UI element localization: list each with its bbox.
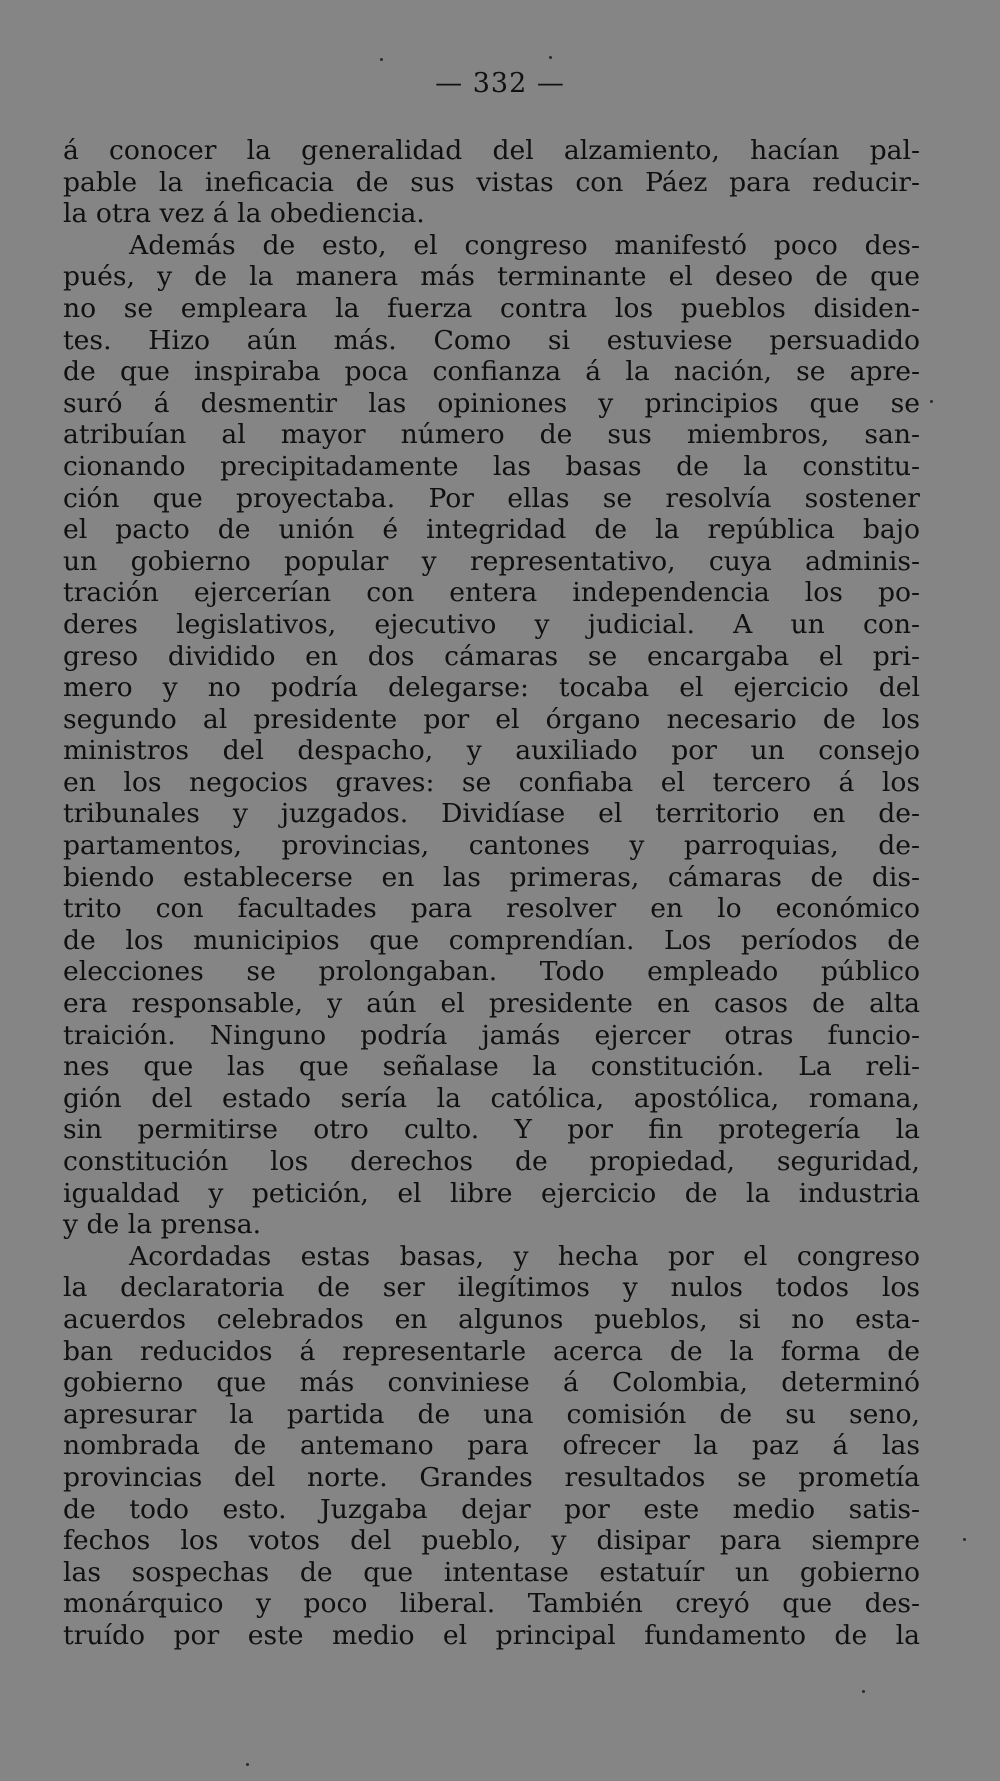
text-line: el pacto de unión é integridad de la república bajo xyxy=(63,514,920,546)
body-text xyxy=(63,135,920,1652)
ink-speck xyxy=(862,1690,865,1693)
text-line: truído por este medio el principal fundamento de la xyxy=(63,1619,920,1651)
ink-speck xyxy=(930,400,933,403)
paragraph-start-line: Acordadas estas basas, y hecha por el congreso xyxy=(129,1240,920,1272)
text-line: tración ejercerían con entera independencia los po- xyxy=(63,577,920,609)
text-line: tribunales y juzgados. Dividíase el territorio en de- xyxy=(63,798,920,830)
page-number: — 332 — xyxy=(435,68,565,99)
text-line: no se empleara la fuerza contra los pueblos disiden- xyxy=(63,292,920,324)
ink-speck xyxy=(963,1538,966,1541)
text-line: gión del estado sería la católica, apostólica, romana, xyxy=(63,1082,920,1114)
text-line: nes que las que señalase la constitución. La reli- xyxy=(63,1051,920,1083)
text-line: pués, y de la manera más terminante el deseo de que xyxy=(63,261,920,293)
text-line: y de la prensa. xyxy=(63,1209,262,1241)
ink-speck xyxy=(380,58,383,61)
ink-speck xyxy=(246,1763,249,1766)
text-line: elecciones se prolongaban. Todo empleado público xyxy=(63,956,920,988)
text-line: segundo al presidente por el órgano necesario de los xyxy=(63,703,920,735)
text-line: suró á desmentir las opiniones y principios que se xyxy=(63,387,920,419)
text-line: igualdad y petición, el libre ejercicio de la industria xyxy=(63,1177,920,1209)
text-line: era responsable, y aún el presidente en casos de alta xyxy=(63,988,920,1020)
text-line: deres legislativos, ejecutivo y judicial. A un con- xyxy=(63,608,920,640)
text-line: pable la ineficacia de sus vistas con Páez para reducir- xyxy=(63,166,920,198)
text-line: de los municipios que comprendían. Los períodos de xyxy=(63,924,920,956)
text-line: fechos los votos del pueblo, y disipar para siempre xyxy=(63,1525,920,1557)
text-line: greso dividido en dos cámaras se encargaba el pri- xyxy=(63,640,920,672)
text-line: apresurar la partida de una comisión de su seno, xyxy=(63,1398,920,1430)
text-line: las sospechas de que intentase estatuír un gobierno xyxy=(63,1556,920,1588)
text-line: gobierno que más conviniese á Colombia, determinó xyxy=(63,1367,920,1399)
text-line: á conocer la generalidad del alzamiento, hacían pal- xyxy=(63,135,920,166)
text-line: atribuían al mayor número de sus miembros, san- xyxy=(63,419,920,451)
text-line: la otra vez á la obediencia. xyxy=(63,198,425,230)
text-line: de todo esto. Juzgaba dejar por este medio satis- xyxy=(63,1493,920,1525)
text-line: cionando precipitadamente las basas de la constitu- xyxy=(63,450,920,482)
text-line: partamentos, provincias, cantones y parroquias, de- xyxy=(63,830,920,862)
text-line: ministros del despacho, y auxiliado por un consejo xyxy=(63,735,920,767)
text-line: tes. Hizo aún más. Como si estuviese persuadido xyxy=(63,324,920,356)
ink-speck xyxy=(549,56,552,59)
text-line: nombrada de antemano para ofrecer la paz á las xyxy=(63,1430,920,1462)
text-line: trito con facultades para resolver en lo económico xyxy=(63,893,920,925)
text-line: acuerdos celebrados en algunos pueblos, si no esta- xyxy=(63,1303,920,1335)
text-line: la declaratoria de ser ilegítimos y nulos todos los xyxy=(63,1272,920,1304)
text-line: de que inspiraba poca confianza á la nación, se apre- xyxy=(63,356,920,388)
text-line: biendo establecerse en las primeras, cámaras de dis- xyxy=(63,861,920,893)
text-line: mero y no podría delegarse: tocaba el ejercicio del xyxy=(63,672,920,704)
text-line: ción que proyectaba. Por ellas se resolvía sostener xyxy=(63,482,920,514)
text-line: sin permitirse otro culto. Y por fin protegería la xyxy=(63,1114,920,1146)
text-line: traición. Ninguno podría jamás ejercer otras funcio- xyxy=(63,1019,920,1051)
text-line: en los negocios graves: se confiaba el tercero á los xyxy=(63,766,920,798)
text-line: provincias del norte. Grandes resultados se prometía xyxy=(63,1461,920,1493)
text-line: monárquico y poco liberal. También creyó que des- xyxy=(63,1588,920,1620)
paragraph-start-line: Además de esto, el congreso manifestó poco des- xyxy=(129,229,920,261)
text-line: ban reducidos á representarle acerca de la forma de xyxy=(63,1335,920,1367)
text-line: constitución los derechos de propiedad, seguridad, xyxy=(63,1146,920,1177)
text-line: un gobierno popular y representativo, cuya adminis- xyxy=(63,545,920,577)
